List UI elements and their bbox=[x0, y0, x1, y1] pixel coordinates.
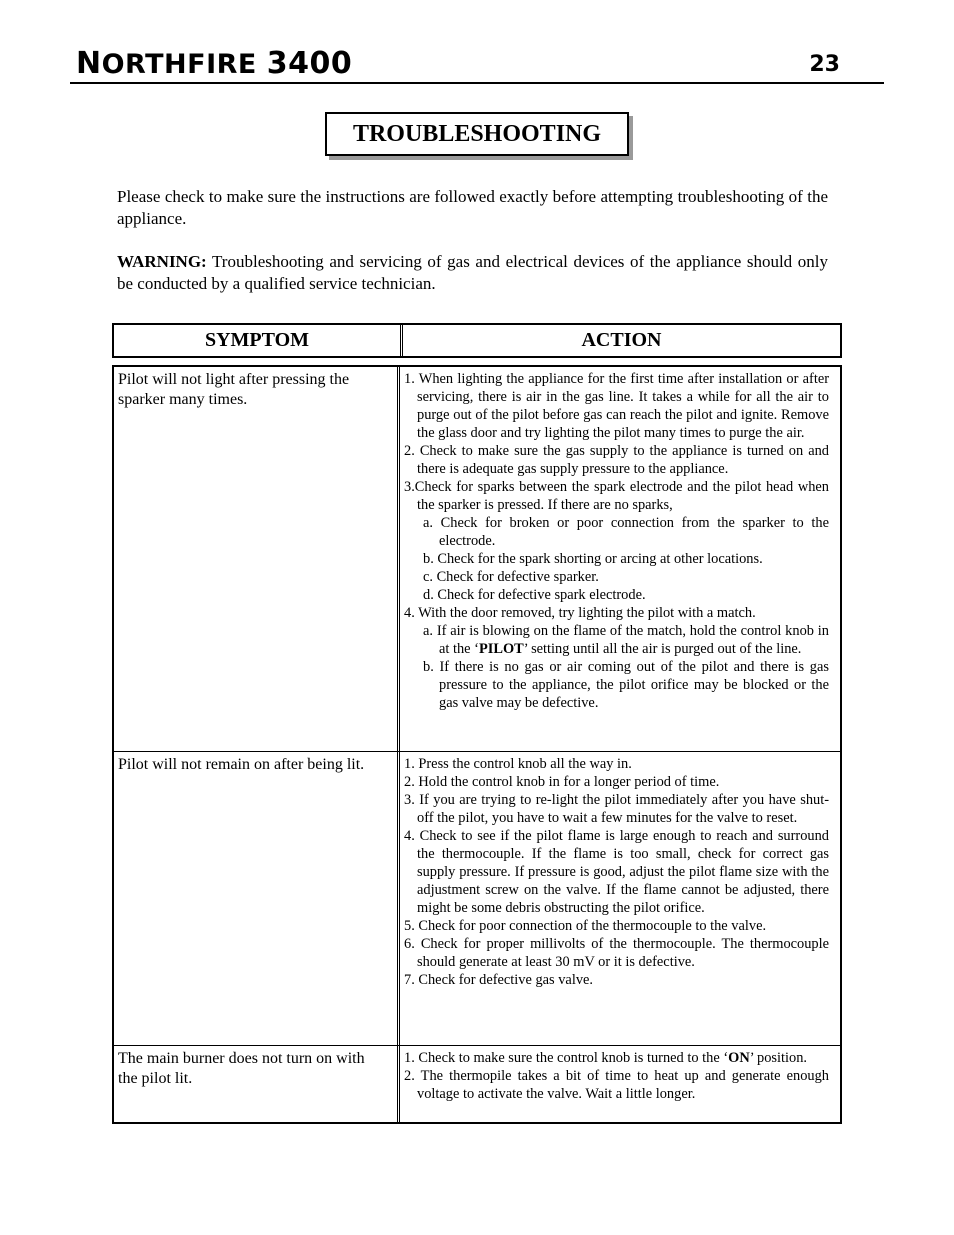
action-item: 1. When lighting the appliance for the first time after installation or after servicing, there is air in the gas line. It takes a while for all the air to purge out of the pilot before gas can reach the pilot and ignite. Remove the glass door and try lighting the pilot many times to purge the air. bbox=[404, 371, 829, 441]
symptom-cell: The main burner does not turn on with the pilot lit. bbox=[114, 1046, 400, 1122]
brand-initial: N bbox=[76, 46, 102, 81]
setting-name: ON bbox=[728, 1050, 750, 1066]
action-item: 4. With the door removed, try lighting the pilot with a match. bbox=[404, 605, 756, 621]
brand-rest: ORTHFIRE bbox=[101, 49, 257, 80]
brand-title bbox=[76, 46, 352, 81]
action-cell bbox=[400, 1046, 840, 1122]
action-cell bbox=[400, 752, 840, 1045]
action-text: a. If air is blowing on the flame of the match, hold the control knob in at the ‘ bbox=[423, 623, 829, 657]
symptom-cell: Pilot will not remain on after being lit. bbox=[114, 752, 400, 1045]
action-subitem: c. Check for defective sparker. bbox=[423, 569, 599, 585]
symptom-column-header: SYMPTOM bbox=[114, 325, 403, 356]
brand-model: 3400 bbox=[266, 46, 353, 81]
action-subitem bbox=[404, 622, 829, 658]
action-item: 3.Check for sparks between the spark electrode and the pilot head when the sparker is pressed. If there are no sparks, bbox=[404, 479, 829, 513]
action-item: 2. The thermopile takes a bit of time to heat up and generate enough voltage to activate the valve. Wait a little longer. bbox=[404, 1068, 829, 1102]
symptom-cell: Pilot will not light after pressing the sparker many times. bbox=[114, 367, 400, 751]
table-header bbox=[112, 323, 842, 358]
action-subitem: b. If there is no gas or air coming out of the pilot and there is gas pressure to the appliance, the pilot orifice may be blocked or the gas valve may be defective. bbox=[423, 659, 829, 711]
action-item: 6. Check for proper millivolts of the thermocouple. The thermocouple should generate at least 30 mV or it is defective. bbox=[404, 936, 829, 970]
action-item: 3. If you are trying to re-light the pilot immediately after you have shut-off the pilot, you have to wait a few minutes for the valve to reset. bbox=[404, 792, 829, 826]
action-column-header: ACTION bbox=[581, 329, 662, 351]
page-number: 23 bbox=[809, 52, 840, 77]
action-item: 2. Hold the control knob in for a longer period of time. bbox=[404, 774, 720, 790]
action-item: 1. Press the control knob all the way in. bbox=[404, 756, 632, 772]
action-subitem: a. Check for broken or poor connection from the sparker to the electrode. bbox=[423, 515, 829, 549]
table-row bbox=[114, 1046, 840, 1122]
action-text: ’ setting until all the air is purged out of the line. bbox=[523, 641, 802, 657]
action-text: ’ position. bbox=[749, 1050, 808, 1066]
action-text: 1. Check to make sure the control knob is turned to the ‘ bbox=[404, 1050, 729, 1066]
table-row bbox=[114, 367, 840, 752]
warning-paragraph bbox=[117, 251, 828, 295]
action-item bbox=[404, 1049, 829, 1067]
table-row bbox=[114, 752, 840, 1046]
action-item: 2. Check to make sure the gas supply to the appliance is turned on and there is adequate gas supply pressure to the appliance. bbox=[404, 443, 829, 477]
action-item: 5. Check for poor connection of the thermocouple to the valve. bbox=[404, 918, 767, 934]
warning-text: Troubleshooting and servicing of gas and electrical devices of the appliance should only be conducted by a qualified service technician. bbox=[117, 252, 828, 293]
action-subitem: b. Check for the spark shorting or arcing at other locations. bbox=[423, 551, 763, 567]
troubleshooting-table bbox=[112, 365, 842, 1124]
action-item: 4. Check to see if the pilot flame is large enough to reach and surround the thermocouple. If the flame is too small, check for correct gas supply pressure. If pressure is good, adjust the pilot flame size with the adjustment screw on the valve. If the flame cannot be adjusted, there might be some debris obstructing the pilot orifice. bbox=[404, 828, 829, 916]
warning-label: WARNING: bbox=[117, 252, 207, 271]
action-item: 7. Check for defective gas valve. bbox=[404, 972, 593, 988]
action-subitem: d. Check for defective spark electrode. bbox=[423, 587, 646, 603]
section-title: TROUBLESHOOTING bbox=[325, 112, 629, 156]
setting-name: PILOT bbox=[478, 641, 524, 657]
intro-paragraph: Please check to make sure the instructions are followed exactly before attempting troubleshooting of the appliance. bbox=[117, 187, 828, 228]
page-header bbox=[70, 44, 884, 84]
action-cell bbox=[400, 367, 840, 751]
